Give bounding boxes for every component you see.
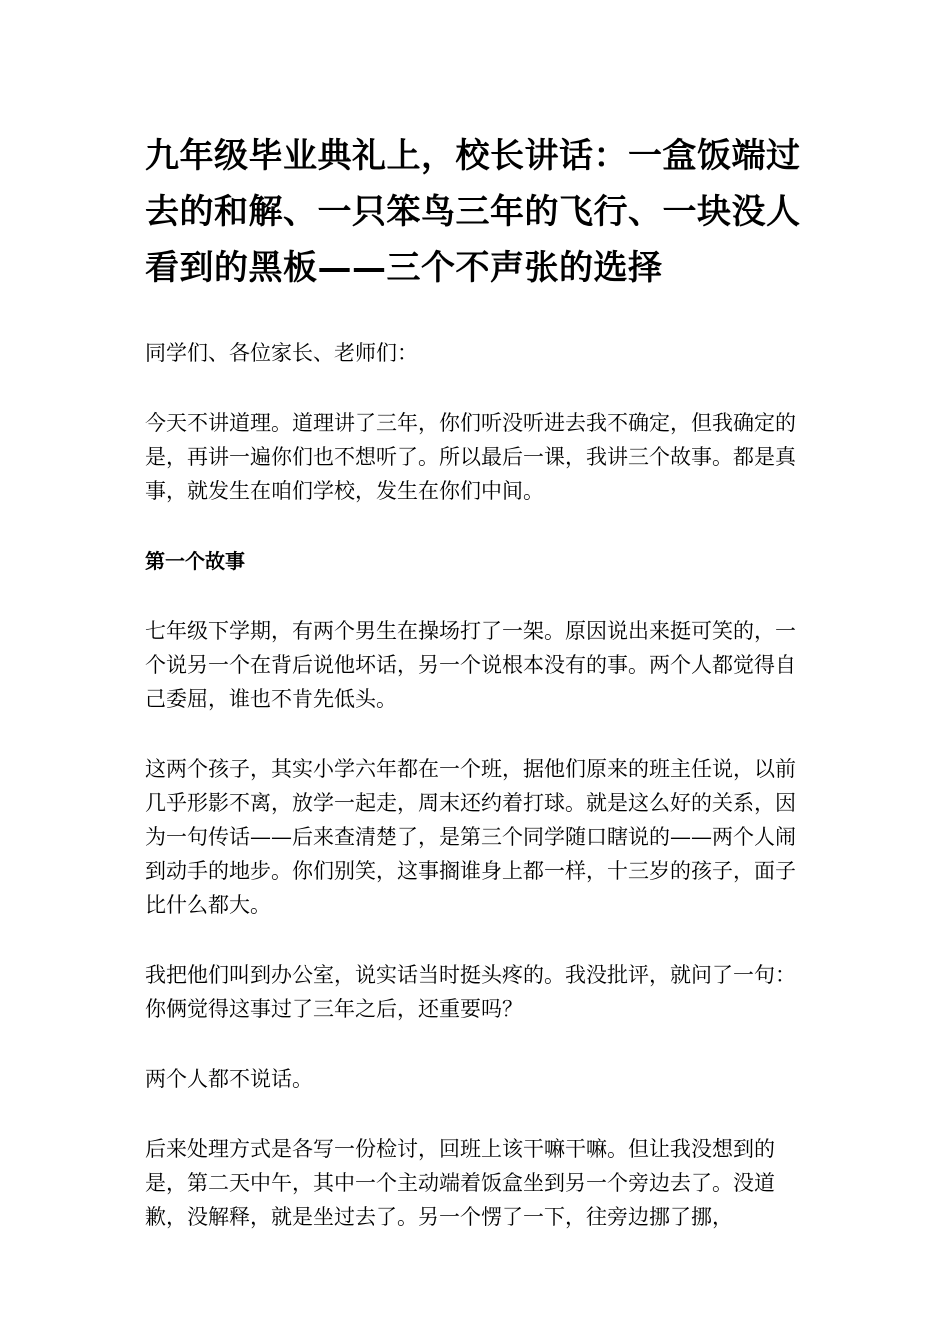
story1-paragraph-1: 七年级下学期，有两个男生在操场打了一架。原因说出来挺可笑的，一个说另一个在背后说他坏话，另一个说根本没有的事。两个人都觉得自己委屈，谁也不肯先低头。 bbox=[145, 619, 796, 711]
document-body bbox=[145, 336, 815, 1270]
story1-paragraph-3: 我把他们叫到办公室，说实话当时挺头疼的。我没批评，就问了一句：你俩觉得这事过了三年之后，还重要吗？ bbox=[145, 963, 796, 1021]
story1-paragraph-2: 这两个孩子，其实小学六年都在一个班，据他们原来的班主任说，以前几乎形影不离，放学一起走，周末还约着打球。就是这么好的关系，因为一句传话——后来查清楚了，是第三个同学随口瞎说的——两个人闹到动手的地步。你们别笑，这事搁谁身上都一样，十三岁的孩子，面子比什么都大。 bbox=[145, 757, 796, 917]
story1-paragraph-4: 两个人都不说话。 bbox=[145, 1067, 313, 1091]
intro-paragraph: 今天不讲道理。道理讲了三年，你们听没听进去我不确定，但我确定的是，再讲一遍你们也不想听了。所以最后一课，我讲三个故事。都是真事，就发生在咱们学校，发生在你们中间。 bbox=[145, 411, 796, 503]
section-heading-first-story: 第一个故事 bbox=[145, 549, 245, 573]
document-title: 九年级毕业典礼上，校长讲话：一盒饭端过去的和解、一只笨鸟三年的飞行、一块没人看到的黑板——三个不声张的选择 bbox=[145, 136, 801, 288]
greeting-paragraph: 同学们、各位家长、老师们： bbox=[145, 341, 418, 365]
story1-paragraph-5: 后来处理方式是各写一份检讨，回班上该干嘛干嘛。但让我没想到的是，第二天中午，其中一个主动端着饭盒坐到另一个旁边去了。没道歉，没解释，就是坐过去了。另一个愣了一下，往旁边挪了挪， bbox=[145, 1137, 775, 1229]
